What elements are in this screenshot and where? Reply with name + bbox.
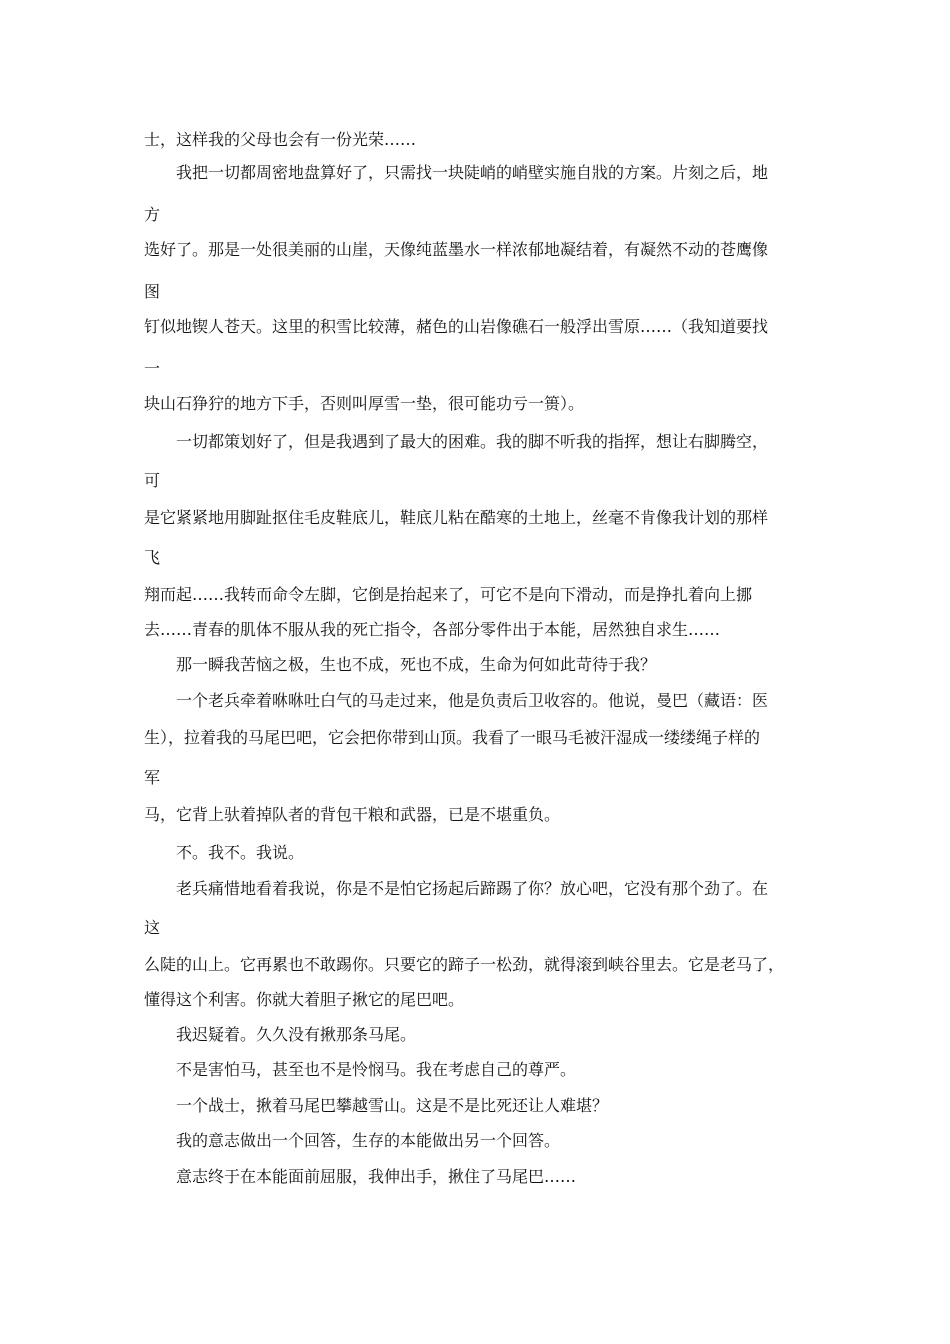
text-line: 一个战士，揪着马尾巴攀越雪山。这是不是比死还让人难堪？ <box>176 1096 609 1115</box>
text-line: 懂得这个利害。你就大着胆子揪它的尾巴吧。 <box>144 990 465 1009</box>
text-line: 我迟疑着。久久没有揪那条马尾。 <box>176 1025 417 1044</box>
text-line: 钉似地锲人苍天。这里的积雪比较薄，赭色的山岩像礁石一般浮出雪原……（我知道要找 <box>144 317 769 336</box>
text-line: 一切都策划好了，但是我遇到了最大的困难。我的脚不听我的指挥，想让右脚腾空， <box>176 432 769 451</box>
text-line: 意志终于在本能面前屈服，我伸出手，揪住了马尾巴…… <box>176 1167 577 1186</box>
text-line: 是它紧紧地用脚趾抠住毛皮鞋底儿，鞋底儿粘在酷寒的土地上，丝毫不肯像我计划的那样 <box>144 508 769 527</box>
text-line: 一个老兵牵着咻咻吐白气的马走过来，他是负责后卫收容的。他说，曼巴（藏语：医 <box>176 691 769 710</box>
text-line: 马，它背上驮着掉队者的背包干粮和武器，已是不堪重负。 <box>144 805 561 824</box>
text-line: 一 <box>144 359 161 378</box>
text-line: 不是害怕马，甚至也不是怜悯马。我在考虑自己的尊严。 <box>176 1060 577 1079</box>
text-line: 不。我不。我说。 <box>176 843 305 862</box>
text-line: 我把一切都周密地盘算好了，只需找一块陡峭的峭壁实施自戕的方案。片刻之后，地 <box>176 163 769 182</box>
text-line: 图 <box>144 282 161 301</box>
text-line: 军 <box>144 768 161 787</box>
text-line: 么陡的山上。它再累也不敢踢你。只要它的蹄子一松劲，就得滚到峡谷里去。它是老马了， <box>144 955 785 974</box>
text-line: 选好了。那是一处很美丽的山崖，天像纯蓝墨水一样浓郁地凝结着，有凝然不动的苍鹰像 <box>144 240 769 259</box>
text-line: 生），拉着我的马尾巴吧，它会把你带到山顶。我看了一眼马毛被汗湿成一缕缕绳子样的 <box>144 728 761 747</box>
text-line: 块山石狰狞的地方下手，否则叫厚雪一垫，很可能功亏一篑）。 <box>144 394 585 413</box>
text-line: 飞 <box>144 548 161 567</box>
text-line: 那一瞬我苦恼之极，生也不成，死也不成，生命为何如此苛待于我？ <box>176 655 657 674</box>
text-line: 士，这样我的父母也会有一份光荣…… <box>144 130 417 149</box>
text-line: 我的意志做出一个回答，生存的本能做出另一个回答。 <box>176 1131 561 1150</box>
text-line: 方 <box>144 205 161 224</box>
text-line: 去……青春的肌体不服从我的死亡指令，各部分零件出于本能，居然独自求生…… <box>144 620 721 639</box>
text-line: 可 <box>144 471 161 490</box>
text-line: 这 <box>144 918 161 937</box>
text-line: 老兵痛惜地看着我说，你是不是怕它扬起后蹄踢了你？放心吧，它没有那个劲了。在 <box>176 879 769 898</box>
text-line: 翔而起……我转而命令左脚，它倒是抬起来了，可它不是向下滑动，而是挣扎着向上挪 <box>144 585 753 604</box>
